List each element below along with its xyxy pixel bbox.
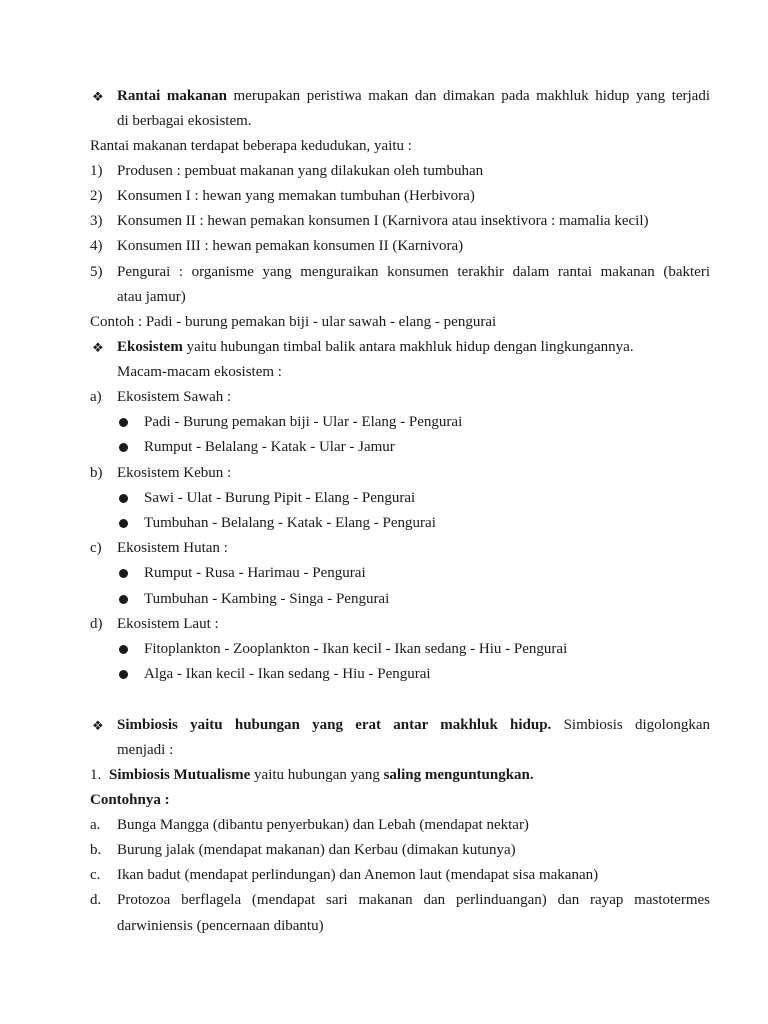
example-item: [0, 813, 768, 838]
rantai-intro: Rantai makanan terdapat beberapa kedudukan, yaitu :: [90, 138, 412, 154]
food-chain-text: Alga - Ikan kecil - Ikan sedang - Hiu - Pengurai: [144, 666, 431, 682]
simbiosis-definition: Simbiosis digolongkan: [563, 717, 710, 733]
bullet-dot-icon: [119, 595, 128, 604]
diamond-bullet-icon: ❖: [92, 340, 104, 355]
list-item-text: Pengurai : organisme yang menguraikan konsumen terakhir dalam rantai makanan (bakteri: [117, 264, 710, 280]
food-chain-item: [0, 637, 768, 662]
bullet-dot-icon: [119, 443, 128, 452]
list-marker: d): [90, 616, 103, 632]
example-text: Protozoa berflagela (mendapat sari makanan dan perlinduangan) dan rayap mastotermes: [117, 892, 710, 908]
diamond-bullet-icon: ❖: [92, 718, 104, 733]
list-marker: a): [90, 389, 102, 405]
simbiosis-heading: [117, 713, 710, 738]
group-title-text: Ekosistem Sawah :: [117, 389, 232, 405]
ekosistem-group-title: [0, 385, 768, 410]
rantai-heading-line-2: [0, 109, 768, 134]
bullet-dot-icon: [119, 670, 128, 679]
bullet-dot-icon: [119, 519, 128, 528]
group-title-text: Ekosistem Kebun :: [117, 465, 232, 481]
list-marker: c.: [90, 867, 101, 883]
bullet-dot-icon: [119, 494, 128, 503]
food-chain-item: [0, 662, 768, 687]
example-item: [0, 888, 768, 913]
list-marker: 2): [90, 188, 103, 204]
food-chain-item: [0, 587, 768, 612]
list-marker: c): [90, 540, 102, 556]
group-title-text: Ekosistem Laut :: [117, 616, 219, 632]
list-item: [0, 260, 768, 285]
list-marker: 1): [90, 163, 103, 179]
food-chain-item: [0, 511, 768, 536]
rantai-definition: merupakan peristiwa makan dan dimakan pada makhluk hidup yang terjadi: [233, 88, 711, 104]
simbiosis-definition-cont: menjadi :: [117, 742, 174, 758]
list-marker: 3): [90, 213, 103, 229]
food-chain-text: Padi - Burung pemakan biji - Ular - Elang - Pengurai: [144, 414, 463, 430]
ekosistem-heading: [117, 335, 634, 360]
ekosistem-heading-line: [0, 335, 768, 360]
food-chain-text: Tumbuhan - Kambing - Singa - Pengurai: [144, 591, 390, 607]
list-item-text: Konsumen III : hewan pemakan konsumen II (Karnivora): [117, 238, 464, 254]
bullet-dot-icon: [119, 645, 128, 654]
food-chain-item: [0, 410, 768, 435]
bullet-dot-icon: [119, 418, 128, 427]
food-chain-item: [0, 486, 768, 511]
food-chain-text: Tumbuhan - Belalang - Katak - Elang - Pengurai: [144, 515, 436, 531]
list-marker: 4): [90, 238, 103, 254]
list-item: [0, 184, 768, 209]
list-item-text: Konsumen II : hewan pemakan konsumen I (Karnivora atau insektivora : mamalia kecil): [117, 213, 649, 229]
food-chain-text: Rumput - Rusa - Harimau - Pengurai: [144, 565, 366, 581]
simbiosis-heading-line-2: [0, 738, 768, 763]
list-marker: d.: [90, 892, 102, 908]
list-marker: a.: [90, 817, 101, 833]
ekosistem-group-title: [0, 536, 768, 561]
mutualisme-emphasis: saling menguntungkan.: [383, 767, 534, 783]
mutualisme-definition: yaitu hubungan yang: [254, 767, 380, 783]
ekosistem-group-title: [0, 612, 768, 637]
contohnya-label: Contohnya :: [90, 792, 170, 808]
rantai-example-line: [0, 310, 768, 335]
ekosistem-term: Ekosistem: [117, 339, 183, 355]
mutualisme-line: [0, 763, 768, 788]
diamond-bullet-icon: ❖: [92, 89, 104, 104]
list-item-text: Produsen : pembuat makanan yang dilakukan oleh tumbuhan: [117, 163, 484, 179]
rantai-intro-line: [0, 134, 768, 159]
rantai-heading: [117, 84, 710, 109]
food-chain-text: Rumput - Belalang - Katak - Ular - Jamur: [144, 439, 395, 455]
rantai-example: Contoh : Padi - burung pemakan biji - ular sawah - elang - pengurai: [90, 314, 497, 330]
list-marker: b.: [90, 842, 102, 858]
ekosistem-types-label: Macam-macam ekosistem :: [117, 364, 282, 380]
list-marker: 5): [90, 264, 103, 280]
food-chain-text: Fitoplankton - Zooplankton - Ikan kecil - Ikan sedang - Hiu - Pengurai: [144, 641, 568, 657]
list-item: [0, 234, 768, 259]
list-item: [0, 159, 768, 184]
list-item-text-cont: atau jamur): [117, 289, 186, 305]
food-chain-item: [0, 561, 768, 586]
simbiosis-heading-line: [0, 713, 768, 738]
rantai-heading-line: [0, 84, 768, 109]
mutualisme-term: Simbiosis Mutualisme: [109, 767, 251, 783]
example-item: [0, 838, 768, 863]
rantai-definition-cont: di berbagai ekosistem.: [117, 113, 252, 129]
list-item-text: Konsumen I : hewan yang memakan tumbuhan (Herbivora): [117, 188, 475, 204]
ekosistem-definition: yaitu hubungan timbal balik antara makhluk hidup dengan lingkungannya.: [186, 339, 634, 355]
list-marker: b): [90, 465, 103, 481]
ekosistem-group-title: [0, 461, 768, 486]
bullet-dot-icon: [119, 569, 128, 578]
example-item: [0, 863, 768, 888]
example-text: Burung jalak (mendapat makanan) dan Kerbau (dimakan kutunya): [117, 842, 516, 858]
ekosistem-types-line: [0, 360, 768, 385]
example-item-continuation: [0, 914, 768, 939]
example-text-cont: darwiniensis (pencernaan dibantu): [117, 918, 324, 934]
contohnya-line: [0, 788, 768, 813]
rantai-term: Rantai makanan: [117, 88, 227, 104]
food-chain-item: [0, 435, 768, 460]
list-marker: 1.: [90, 767, 102, 783]
food-chain-text: Sawi - Ulat - Burung Pipit - Elang - Pengurai: [144, 490, 416, 506]
list-item: [0, 209, 768, 234]
list-item-continuation: [0, 285, 768, 310]
example-text: Bunga Mangga (dibantu penyerbukan) dan Lebah (mendapat nektar): [117, 817, 529, 833]
simbiosis-term: Simbiosis yaitu hubungan yang erat antar makhluk hidup.: [117, 717, 552, 733]
group-title-text: Ekosistem Hutan :: [117, 540, 228, 556]
example-text: Ikan badut (mendapat perlindungan) dan Anemon laut (mendapat sisa makanan): [117, 867, 599, 883]
mutualisme-text: [109, 763, 534, 788]
